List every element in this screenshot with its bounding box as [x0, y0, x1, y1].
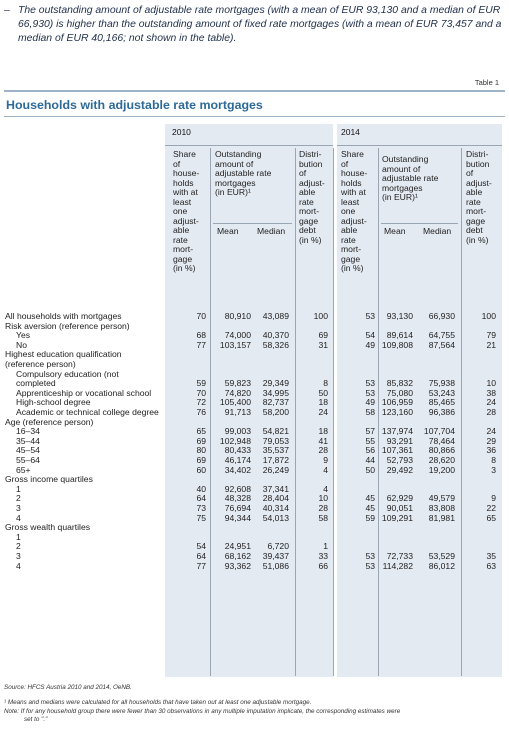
- table-cell: 58,326: [262, 339, 289, 350]
- header-outstanding-2014: Outstanding amount of adjustable rate mortgages (in EUR)¹: [382, 154, 439, 202]
- header-mean-2014: Mean: [384, 226, 406, 236]
- table-cell: 70: [196, 387, 206, 398]
- table-cell: 38: [486, 387, 496, 398]
- mean-median-rule-2014: [381, 223, 458, 224]
- row-label: (reference person): [5, 359, 76, 369]
- row-label: High-school degree: [16, 397, 91, 408]
- table-cell: 53,243: [428, 387, 455, 398]
- table-cell: 68: [196, 330, 206, 341]
- table-row: [0, 533, 509, 543]
- table-cell: 93,130: [386, 311, 413, 321]
- table-cell: 57: [365, 426, 375, 437]
- table-cell: 74,820: [224, 387, 251, 398]
- table-cell: 45: [365, 503, 375, 513]
- table-cell: 64: [196, 551, 206, 561]
- table-cell: 109,291: [381, 512, 413, 523]
- header-share-2014: Share of house- holds with at least one adjust- able rate mort- gage (in %): [341, 149, 368, 273]
- table-cell: 40: [196, 483, 206, 494]
- table-cell: 83,808: [428, 503, 455, 513]
- table-cell: 35: [486, 551, 496, 561]
- table-cell: 56: [365, 445, 375, 456]
- row-label: Apprenticeship or vocational school: [16, 387, 152, 398]
- year-2014: 2014: [341, 127, 360, 137]
- table-cell: 50: [318, 387, 328, 398]
- row-label: Academic or technical college degree: [16, 407, 159, 417]
- table-cell: 65: [486, 512, 496, 523]
- table-cell: 40,314: [262, 503, 289, 513]
- table-cell: 28: [318, 445, 328, 456]
- intro-paragraph: [4, 4, 504, 46]
- table-cell: 102,948: [219, 435, 251, 446]
- row-label: 55–64: [16, 455, 40, 465]
- row-label: All households with mortgages: [5, 311, 122, 321]
- table-cell: 137,974: [381, 426, 413, 437]
- table-cell: 59: [365, 512, 375, 523]
- row-label: Yes: [16, 330, 31, 341]
- source-note: Source: HFCS Austria 2010 and 2014, OeNB.: [4, 684, 132, 691]
- table-cell: 73: [196, 503, 206, 513]
- table-cell: 69: [196, 455, 206, 465]
- table-cell: 109,808: [381, 339, 413, 350]
- table-cell: 69: [318, 330, 328, 341]
- table-row: [0, 350, 509, 360]
- table-cell: 64,755: [428, 330, 455, 341]
- table-cell: 28: [318, 503, 328, 513]
- table-cell: 76: [196, 407, 206, 417]
- table-cell: 21: [486, 339, 496, 350]
- header-median-2014: Median: [423, 226, 452, 236]
- table-cell: 26,249: [262, 464, 289, 475]
- row-label: 2: [16, 541, 21, 552]
- title-rule-top: [4, 90, 505, 92]
- header-mean-2010: Mean: [217, 226, 239, 236]
- row-label: 3: [16, 503, 21, 513]
- table-cell: 29: [486, 435, 496, 446]
- table-cell: 85,465: [428, 397, 455, 408]
- table-cell: 75: [196, 512, 206, 523]
- row-label: 1: [16, 483, 21, 494]
- table-cell: 18: [318, 397, 328, 408]
- table-cell: 8: [491, 455, 496, 465]
- table-cell: 82,737: [262, 397, 289, 408]
- row-label: Risk aversion (reference person): [5, 320, 130, 331]
- table-cell: 100: [481, 311, 496, 321]
- table-cell: 40,370: [262, 330, 289, 341]
- table-cell: 63: [486, 560, 496, 571]
- table-cell: 24,951: [224, 541, 251, 552]
- table-cell: 100: [313, 311, 328, 321]
- row-label: 4: [16, 512, 21, 523]
- table-cell: 43,089: [262, 311, 289, 321]
- header-median-2010: Median: [257, 226, 286, 236]
- table-cell: 53: [365, 311, 375, 321]
- table-cell: 51,086: [262, 560, 289, 571]
- table-cell: 81,981: [428, 512, 455, 523]
- table-cell: 28,620: [428, 455, 455, 465]
- table-cell: 94,344: [224, 512, 251, 523]
- table-cell: 45: [365, 493, 375, 504]
- row-label: 45–54: [16, 445, 40, 456]
- table-cell: 74,000: [224, 330, 251, 341]
- table-cell: 4: [323, 464, 328, 475]
- table-row: [0, 475, 509, 485]
- table-cell: 28: [486, 407, 496, 417]
- table-cell: 3: [491, 464, 496, 475]
- table-cell: 86,012: [428, 560, 455, 571]
- table-cell: 70: [196, 311, 206, 321]
- table-cell: 9: [491, 493, 496, 504]
- table-cell: 72,733: [386, 551, 413, 561]
- table-cell: 4: [323, 483, 328, 494]
- table-cell: 60: [196, 464, 206, 475]
- table-cell: 85,832: [386, 378, 413, 389]
- table-cell: 22: [486, 503, 496, 513]
- table-cell: 53: [365, 387, 375, 398]
- table-cell: 107,361: [381, 445, 413, 456]
- table-cell: 75,938: [428, 378, 455, 389]
- row-label: 4: [16, 560, 21, 571]
- table-row: [0, 523, 509, 533]
- table-cell: 77: [196, 560, 206, 571]
- header-distribution-2014: Distri- bution of adjust- able rate mort- gage debt (in %): [466, 149, 492, 245]
- row-label: Highest education qualification: [5, 349, 122, 360]
- table-cell: 87,564: [428, 339, 455, 350]
- table-cell: 53: [365, 560, 375, 571]
- intro-dash: –: [4, 5, 10, 16]
- table-cell: 80: [196, 445, 206, 456]
- table-cell: 53: [365, 378, 375, 389]
- table-cell: 64: [196, 493, 206, 504]
- table-row: [0, 562, 509, 572]
- table-cell: 48,328: [224, 493, 251, 504]
- row-label: completed: [16, 378, 56, 389]
- row-label: 2: [16, 493, 21, 504]
- table-cell: 34,402: [224, 464, 251, 475]
- table-cell: 75,080: [386, 387, 413, 398]
- table-cell: 96,386: [428, 407, 455, 417]
- table-cell: 66: [318, 560, 328, 571]
- table-cell: 53,529: [428, 551, 455, 561]
- table-cell: 103,157: [219, 339, 251, 350]
- table-cell: 28,404: [262, 493, 289, 504]
- table-cell: 77: [196, 339, 206, 350]
- table-title: Households with adjustable rate mortgages: [6, 98, 263, 112]
- table-cell: 36: [486, 445, 496, 456]
- table-cell: 90,051: [386, 503, 413, 513]
- table-cell: 59,823: [224, 378, 251, 389]
- table-cell: 19,200: [428, 464, 455, 475]
- table-cell: 29,349: [262, 378, 289, 389]
- table-cell: 66,930: [428, 311, 455, 321]
- table-cell: 35,537: [262, 445, 289, 456]
- row-label: No: [16, 339, 27, 350]
- row-label: Age (reference person): [5, 416, 94, 427]
- year-rule-2010: [165, 145, 333, 146]
- table-cell: 89,614: [386, 330, 413, 341]
- table-cell: 58: [318, 512, 328, 523]
- header-share-2010: Share of house- holds with at least one adjust- able rate mort- gage (in %): [173, 149, 200, 273]
- table-cell: 105,400: [219, 397, 251, 408]
- table-cell: 18: [318, 426, 328, 437]
- table-cell: 10: [318, 493, 328, 504]
- table-cell: 65: [196, 426, 206, 437]
- title-rule-bottom: [4, 116, 505, 117]
- table-cell: 29,492: [386, 464, 413, 475]
- table-cell: 52,793: [386, 455, 413, 465]
- table-cell: 50: [365, 464, 375, 475]
- table-cell: 59: [196, 378, 206, 389]
- table-cell: 8: [323, 378, 328, 389]
- table-cell: 37,341: [262, 483, 289, 494]
- table-cell: 49: [365, 397, 375, 408]
- table-cell: 80,910: [224, 311, 251, 321]
- footnote-observations: Note: If for any household group there were fewer than 30 observations in any multiple imputation implicate, the corresponding estimates were: [4, 708, 401, 715]
- table-cell: 1: [323, 541, 328, 552]
- table-cell: 54: [365, 330, 375, 341]
- header-outstanding-2010: Outstanding amount of adjustable rate mortgages (in EUR)¹: [215, 149, 272, 197]
- table-cell: 69: [196, 435, 206, 446]
- table-cell: 31: [318, 339, 328, 350]
- table-cell: 54,013: [262, 512, 289, 523]
- table-cell: 76,694: [224, 503, 251, 513]
- header-distribution-2010: Distri- bution of adjust- able rate mort- gage debt (in %): [299, 149, 325, 245]
- table-cell: 6,720: [267, 541, 289, 552]
- table-cell: 24: [318, 407, 328, 417]
- table-cell: 79: [486, 330, 496, 341]
- table-cell: 44: [365, 455, 375, 465]
- row-label: 35–44: [16, 435, 40, 446]
- table-cell: 93,362: [224, 560, 251, 571]
- table-cell: 46,174: [224, 455, 251, 465]
- year-2010: 2010: [172, 127, 191, 137]
- table-cell: 24: [486, 397, 496, 408]
- table-cell: 54,821: [262, 426, 289, 437]
- row-label: Gross income quartiles: [5, 474, 93, 485]
- row-label: Compulsory education (not: [16, 368, 119, 379]
- footnote-means: ¹ Means and medians were calculated for all households that have taken out at least one adjustable mortgage.: [4, 699, 312, 706]
- table-cell: 49,579: [428, 493, 455, 504]
- table-cell: 92,608: [224, 483, 251, 494]
- table-cell: 33: [318, 551, 328, 561]
- table-cell: 72: [196, 397, 206, 408]
- row-label: 1: [16, 531, 21, 542]
- row-label: 65+: [16, 464, 31, 475]
- row-label: 3: [16, 551, 21, 561]
- table-cell: 99,003: [224, 426, 251, 437]
- table-cell: 54: [196, 541, 206, 552]
- table-cell: 107,704: [423, 426, 455, 437]
- table-cell: 91,713: [224, 407, 251, 417]
- table-cell: 55: [365, 435, 375, 446]
- table-cell: 49: [365, 339, 375, 350]
- intro-text: The outstanding amount of adjustable rate mortgages (with a mean of EUR 93,130 and a median of EUR 66,930) is higher than the outstanding amount of fixed rate mortgages (with a mean of EUR 73,457 and a median of EUR 40,166; not shown in the table).: [18, 5, 502, 44]
- table-cell: 9: [323, 455, 328, 465]
- table-cell: 93,291: [386, 435, 413, 446]
- table-cell: 79,053: [262, 435, 289, 446]
- table-cell: 78,464: [428, 435, 455, 446]
- table-cell: 123,160: [381, 407, 413, 417]
- table-cell: 34,995: [262, 387, 289, 398]
- table-cell: 39,437: [262, 551, 289, 561]
- table-cell: 58: [365, 407, 375, 417]
- table-cell: 114,282: [382, 560, 413, 571]
- year-rule-2014: [337, 145, 502, 146]
- row-label: Gross wealth quartiles: [5, 522, 91, 533]
- table-cell: 53: [365, 551, 375, 561]
- table-cell: 106,959: [381, 397, 413, 408]
- table-number: Table 1: [474, 78, 499, 87]
- table-cell: 58,200: [262, 407, 289, 417]
- table-cell: 62,929: [386, 493, 413, 504]
- table-cell: 24: [486, 426, 496, 437]
- table-cell: 68,162: [224, 551, 251, 561]
- table-cell: 10: [486, 378, 496, 389]
- row-label: 16–34: [16, 426, 40, 437]
- mean-median-rule-2010: [213, 223, 292, 224]
- footnote-observations-cont: set to ".": [24, 716, 48, 723]
- table-cell: 41: [318, 435, 328, 446]
- table-cell: 80,866: [428, 445, 455, 456]
- table-cell: 17,872: [262, 455, 289, 465]
- table-cell: 80,433: [224, 445, 251, 456]
